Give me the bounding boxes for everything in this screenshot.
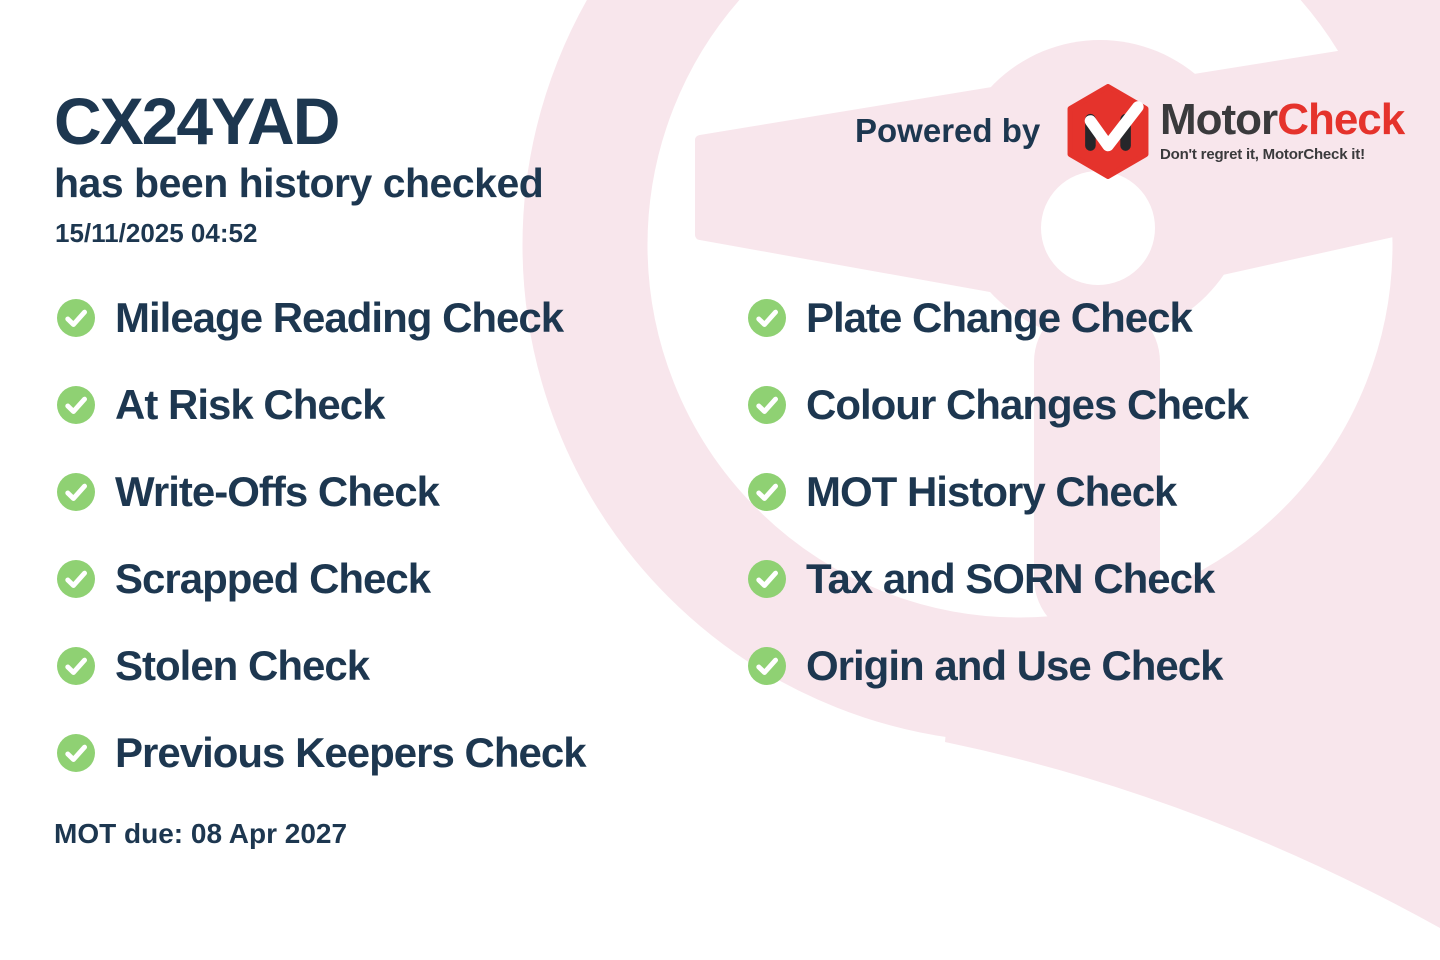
- check-item-label: Origin and Use Check: [806, 642, 1223, 689]
- check-item-label: Write-Offs Check: [115, 468, 439, 515]
- check-item-label: Stolen Check: [115, 642, 370, 689]
- check-item: [57, 555, 586, 602]
- check-item: [748, 642, 1248, 689]
- check-item: [748, 294, 1248, 341]
- check-item: [57, 729, 586, 776]
- check-item: [57, 642, 586, 689]
- check-item: [57, 381, 586, 428]
- brand-name-check: Check: [1277, 95, 1405, 144]
- green-check-icon: [57, 299, 95, 337]
- green-check-icon: [57, 473, 95, 511]
- green-check-icon: [748, 473, 786, 511]
- green-check-icon: [57, 386, 95, 424]
- green-check-icon: [57, 560, 95, 598]
- brand-lockup: [1160, 95, 1405, 163]
- mot-due-date: MOT due: 08 Apr 2027: [54, 818, 348, 849]
- green-check-icon: [748, 560, 786, 598]
- vehicle-registration-plate: CX24YAD: [54, 84, 339, 158]
- check-item-label: Colour Changes Check: [806, 381, 1249, 428]
- check-item: [57, 468, 586, 515]
- green-check-icon: [57, 734, 95, 772]
- brand-tagline: Don't regret it, MotorCheck it!: [1160, 146, 1365, 163]
- motorcheck-hexagon-check-icon: [1064, 84, 1152, 179]
- page-subtitle: has been history checked: [54, 160, 544, 206]
- check-timestamp: 15/11/2025 04:52: [55, 218, 258, 248]
- check-item-label: Previous Keepers Check: [115, 729, 586, 776]
- brand-name-motor: Motor: [1160, 95, 1278, 144]
- check-list-right: [748, 294, 1249, 734]
- green-check-icon: [748, 299, 786, 337]
- check-item-label: Plate Change Check: [806, 294, 1192, 341]
- check-item: [748, 468, 1248, 515]
- check-item-label: At Risk Check: [115, 381, 385, 428]
- check-item-label: Mileage Reading Check: [115, 294, 564, 341]
- check-item-label: Tax and SORN Check: [806, 555, 1215, 602]
- check-item-label: Scrapped Check: [115, 555, 431, 602]
- check-item: [57, 294, 586, 341]
- powered-by-label: Powered by: [855, 112, 1041, 149]
- brand-name: [1160, 95, 1405, 144]
- green-check-icon: [748, 647, 786, 685]
- check-list-left: [57, 294, 586, 821]
- green-check-icon: [57, 647, 95, 685]
- check-item-label: MOT History Check: [806, 468, 1177, 515]
- check-item: [748, 555, 1248, 602]
- check-item: [748, 381, 1249, 428]
- green-check-icon: [748, 386, 786, 424]
